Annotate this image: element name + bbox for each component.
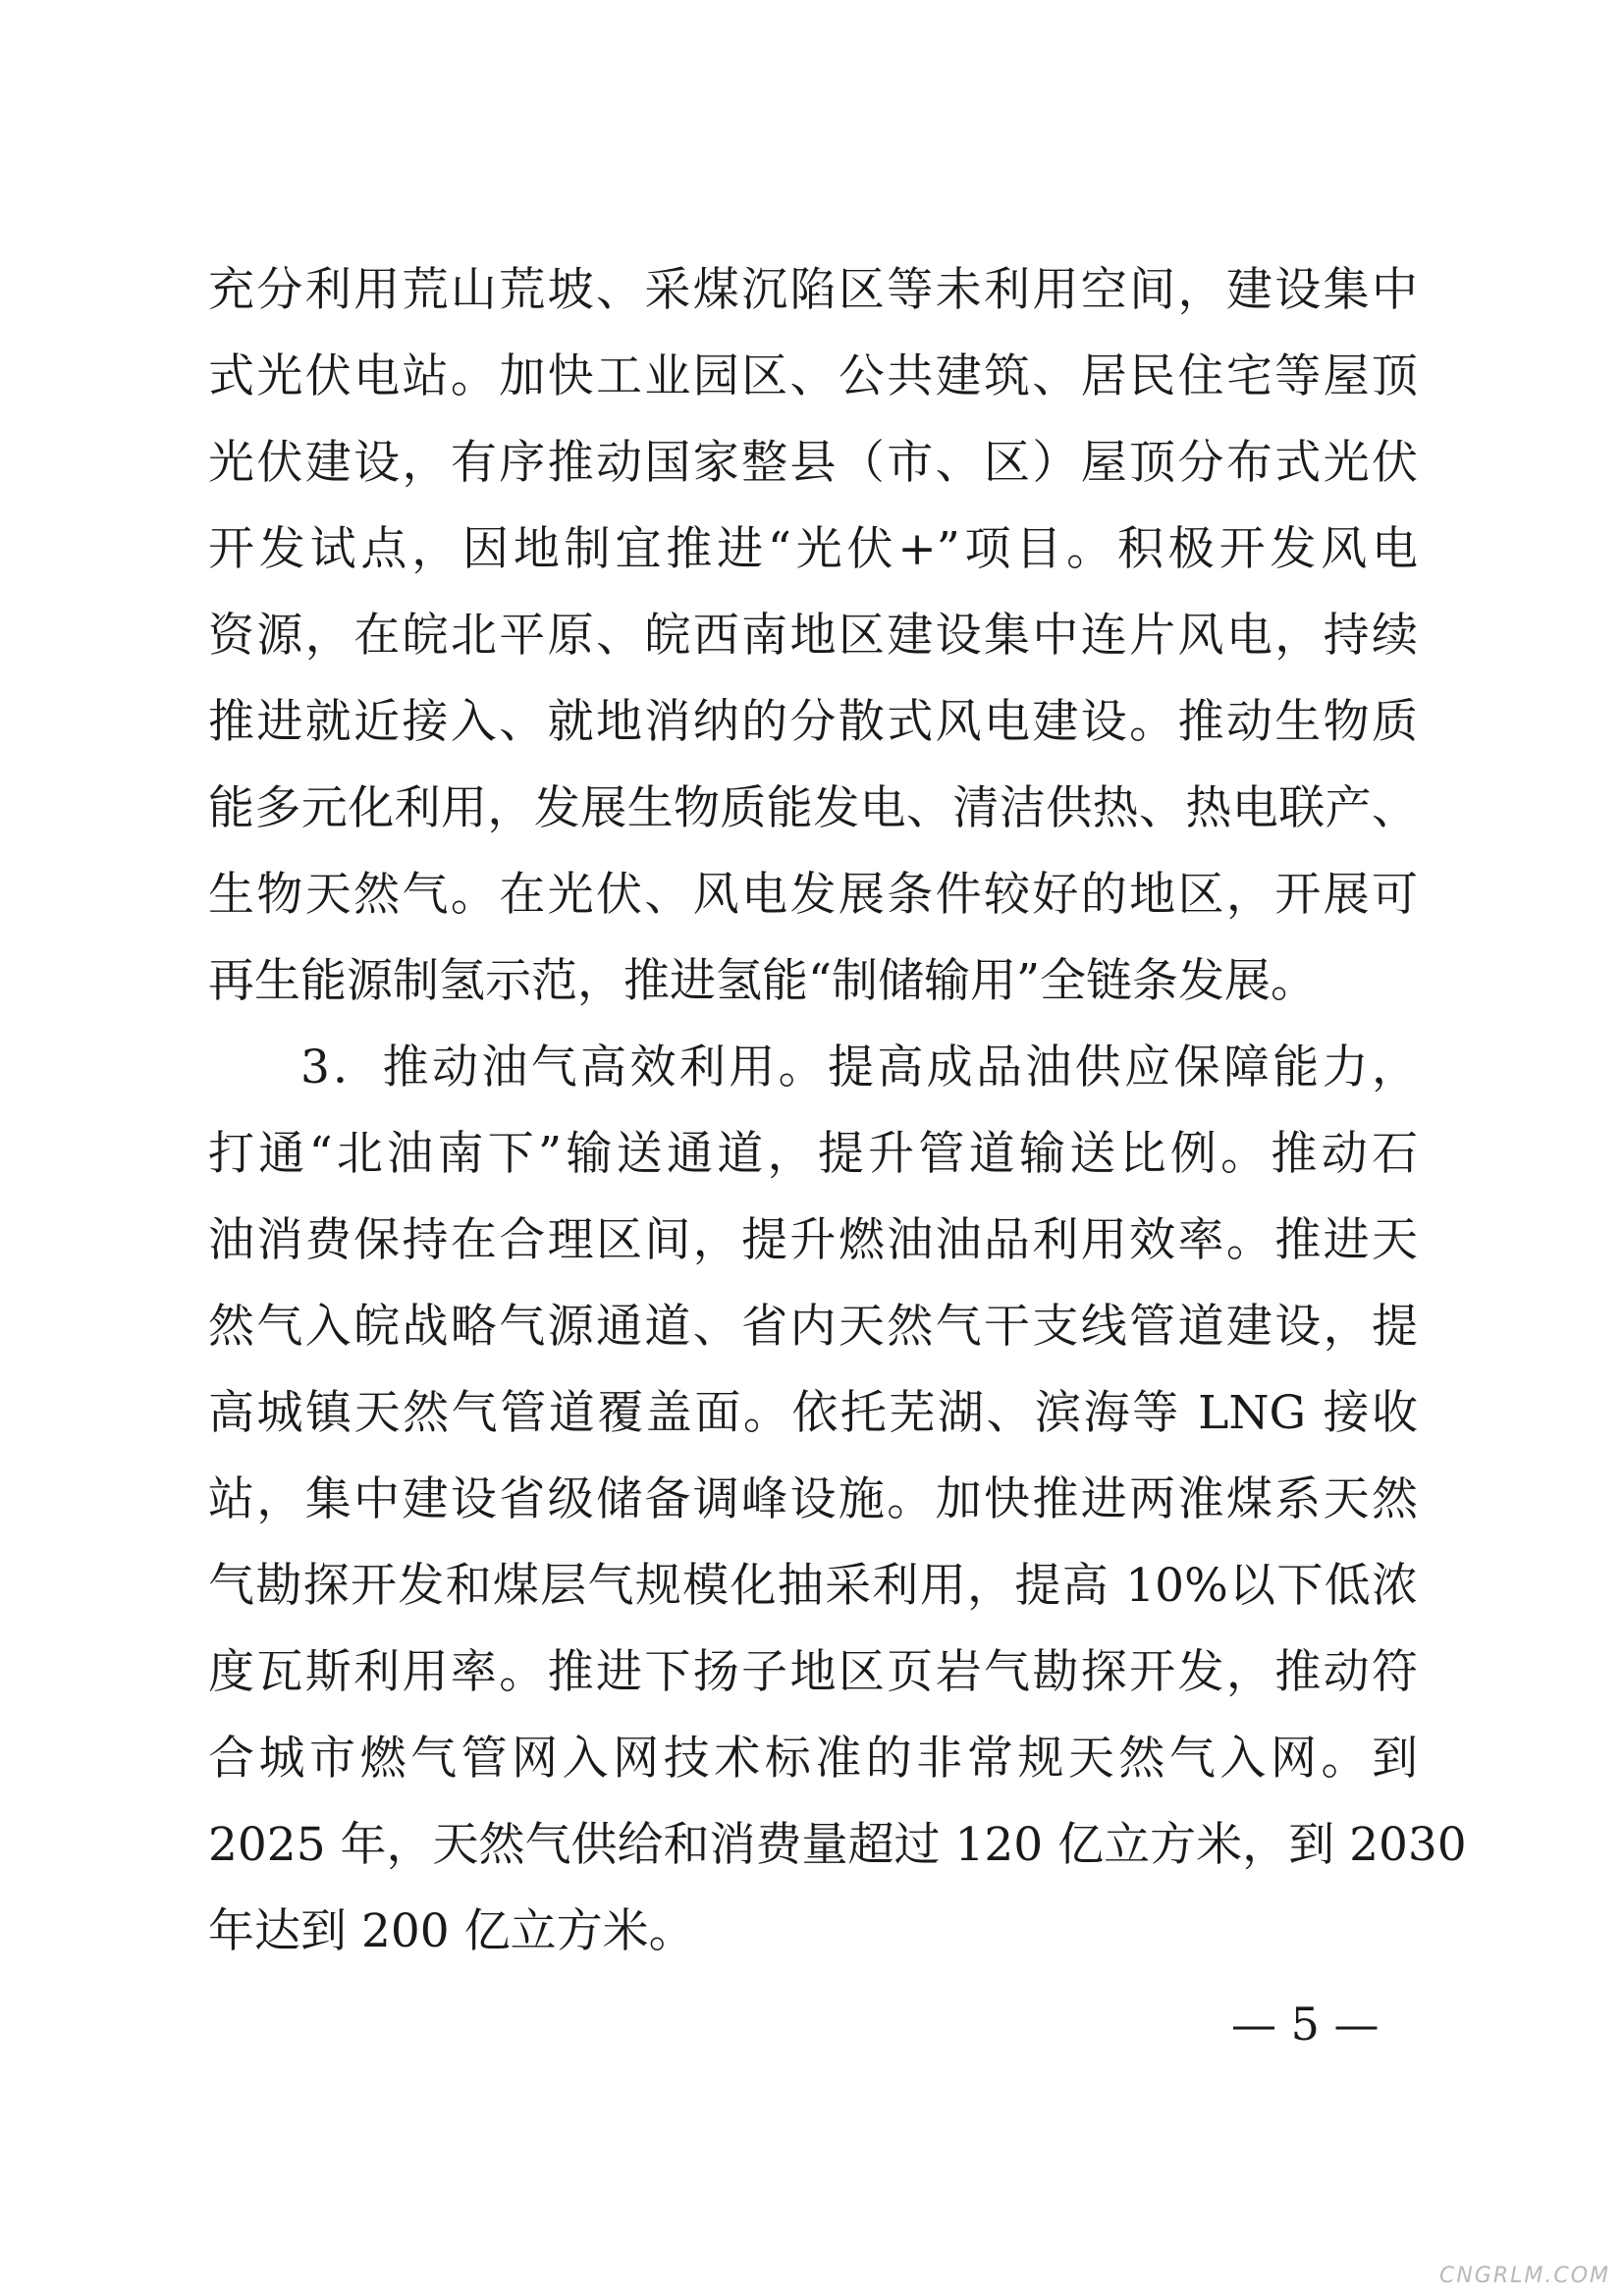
text-line: 度瓦斯利用率。推进下扬子地区页岩气勘探开发，推动符: [208, 1645, 1418, 1699]
text-line: 站，集中建设省级储备调峰设施。加快推进两淮煤系天然: [208, 1472, 1418, 1526]
section-heading-line: 3．推动油气高效利用。提高成品油供应保障能力，: [300, 1041, 1418, 1095]
page-number: — 5 —: [1231, 1998, 1380, 2051]
text-line: 光伏建设，有序推动国家整县（市、区）屋顶分布式光伏: [208, 436, 1418, 490]
text-line: 打通“北油南下”输送通道，提升管道输送比例。推动石: [208, 1127, 1418, 1181]
text-line: 气勘探开发和煤层气规模化抽采利用，提高 10%以下低浓: [208, 1559, 1418, 1613]
text-line: 再生能源制氢示范，推进氢能“制储输用”全链条发展。: [208, 954, 1318, 1008]
text-line: 能多元化利用，发展生物质能发电、清洁供热、热电联产、: [208, 781, 1418, 835]
text-line: 油消费保持在合理区间，提升燃油油品利用效率。推进天: [208, 1213, 1418, 1267]
body-text: [208, 247, 1467, 1975]
text-line: 高城镇天然气管道覆盖面。依托芜湖、滨海等 LNG 接收: [208, 1386, 1418, 1440]
text-line: 充分利用荒山荒坡、采煤沉陷区等未利用空间，建设集中: [208, 263, 1418, 317]
text-line: 开发试点，因地制宜推进“光伏+”项目。积极开发风电: [208, 522, 1418, 576]
text-line: 生物天然气。在光伏、风电发展条件较好的地区，开展可: [208, 868, 1418, 922]
text-line: 年达到 200 亿立方米。: [208, 1904, 695, 1958]
watermark: CNGRLM.COM: [1438, 2264, 1610, 2288]
text-line: 然气入皖战略气源通道、省内天然气干支线管道建设，提: [208, 1300, 1418, 1354]
text-line: 合城市燃气管网入网技术标准的非常规天然气入网。到: [208, 1732, 1418, 1786]
text-line: 式光伏电站。加快工业园区、公共建筑、居民住宅等屋顶: [208, 349, 1418, 403]
text-line: 推进就近接入、就地消纳的分散式风电建设。推动生物质: [208, 695, 1418, 749]
text-line: 资源，在皖北平原、皖西南地区建设集中连片风电，持续: [208, 609, 1418, 663]
text-line: 2025 年，天然气供给和消费量超过 120 亿立方米，到 2030: [208, 1818, 1467, 1872]
